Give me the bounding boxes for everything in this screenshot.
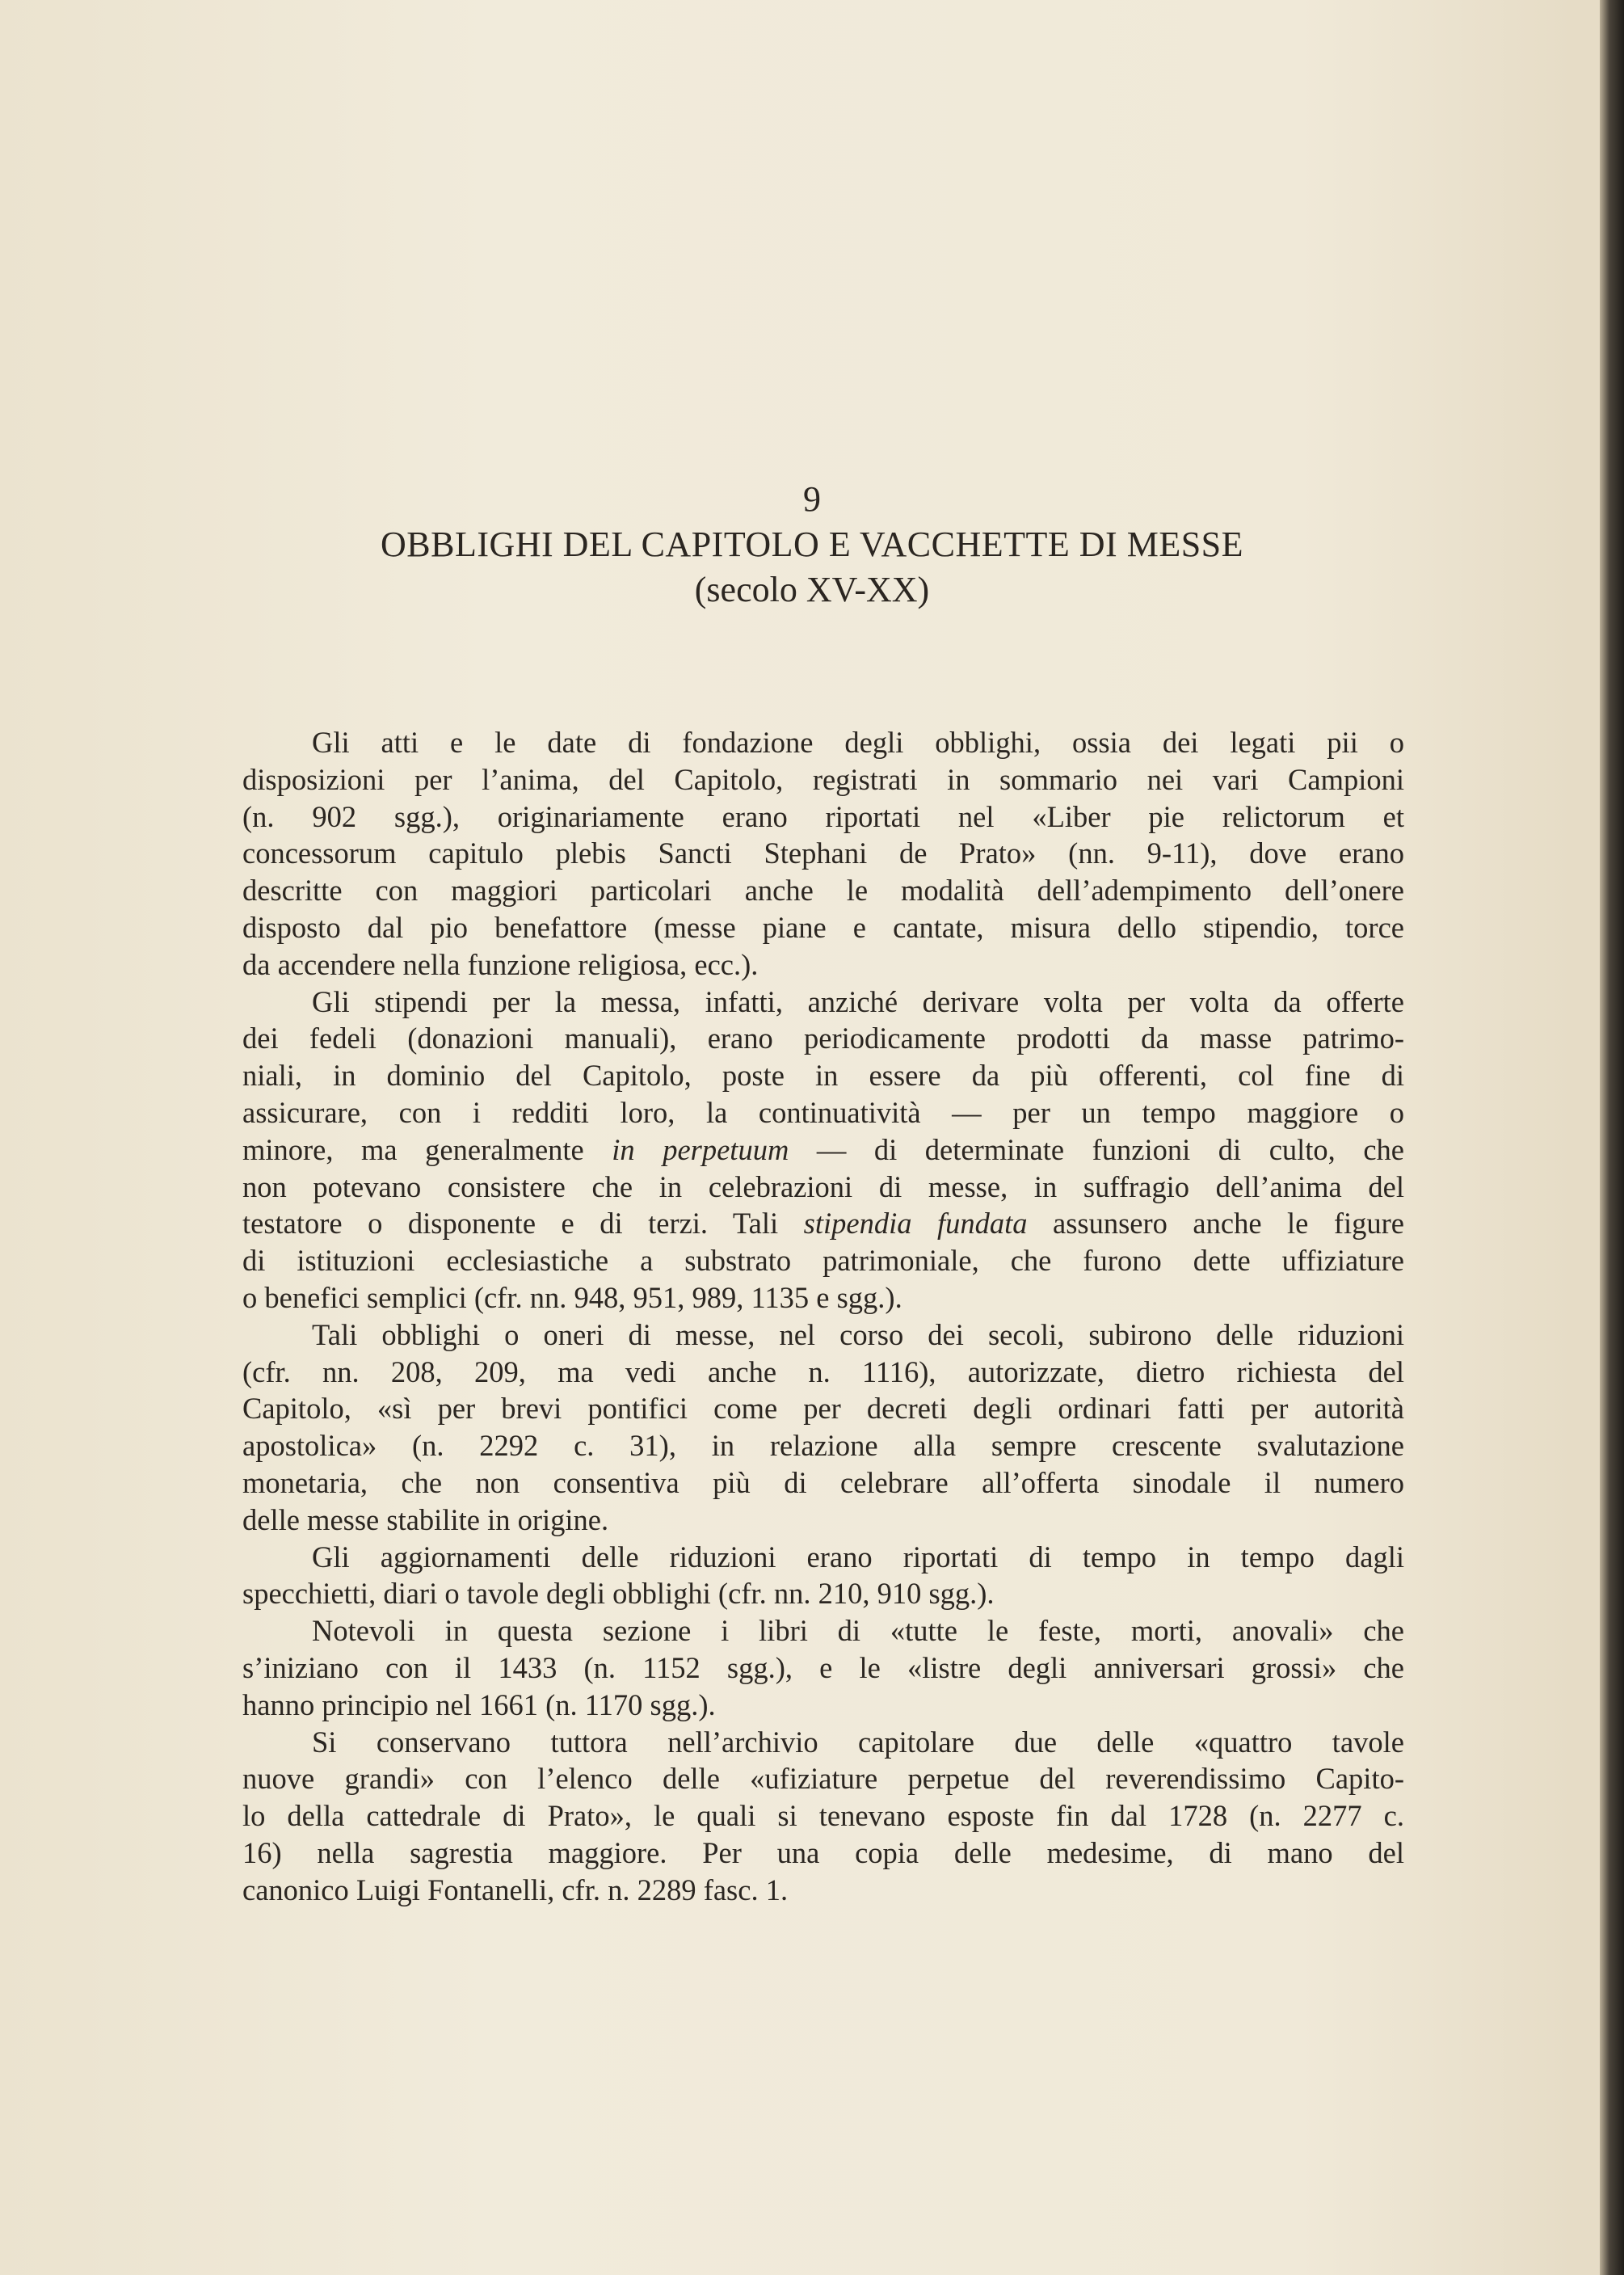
text-line: Gli aggiornamenti delle riduzioni erano riportati di tempo in tempo dagli [312, 1540, 1404, 1574]
text-line: (n. 902 sgg.), originariamente erano riportati nel «Liber pie relictorum et [242, 799, 1404, 833]
text-line: Tali obblighi o oneri di messe, nel corso dei secoli, subirono delle riduzioni [312, 1317, 1404, 1351]
body-text [242, 724, 1404, 1909]
paragraph [242, 724, 1404, 984]
text-line: disposizioni per l’anima, del Capitolo, registrati in sommario nei vari Campioni [242, 762, 1404, 796]
paragraph [242, 984, 1404, 1317]
text-line: disposto dal pio benefattore (messe piane e cantate, misura dello stipendio, torce [242, 910, 1404, 944]
text-segment: assunsero anche le figure [1027, 1207, 1405, 1241]
text-line [242, 1205, 1404, 1242]
text-segment: testatore o disponente e di terzi. Tali [242, 1207, 804, 1241]
text-line: specchietti, diari o tavole degli obblighi (cfr. nn. 210, 910 sgg.). [242, 1577, 995, 1611]
text-segment: — di determinate funzioni di culto, che [789, 1132, 1404, 1166]
text-line: 16) nella sagrestia maggiore. Per una copia delle medesime, di mano del [242, 1835, 1404, 1869]
text-line: monetaria, che non consentiva più di celebrare all’offerta sinodale il numero [242, 1465, 1404, 1499]
text-line: non potevano consistere che in celebrazioni di messe, in suffragio dell’anima del [242, 1169, 1404, 1203]
section-number: 9 [803, 479, 821, 519]
text-line: Notevoli in questa sezione i libri di «tutte le feste, morti, anovali» che [312, 1614, 1404, 1648]
text-line: delle messe stabilite in origine. [242, 1502, 609, 1536]
text-line: Si conservano tuttora nell’archivio capitolare due delle «quattro tavole [312, 1725, 1404, 1759]
text-line: assicurare, con i redditi loro, la continuatività — per un tempo maggiore o [242, 1095, 1404, 1129]
section-title: OBBLIGHI DEL CAPITOLO E VACCHETTE DI MESSE [380, 525, 1244, 564]
paragraph [242, 1612, 1404, 1723]
section-subtitle: (secolo XV-XX) [694, 570, 930, 609]
text-line: niali, in dominio del Capitolo, poste in essere da più offerenti, col fine di [242, 1059, 1404, 1093]
text-line: s’iniziano con il 1433 (n. 1152 sgg.), e le «listre degli anniversari grossi» che [242, 1650, 1404, 1684]
page-edge-shadow [1600, 0, 1624, 2275]
text-line [242, 1131, 1404, 1169]
text-line: di istituzioni ecclesiastiche a substrato patrimoniale, che furono dette uffiziature [242, 1244, 1404, 1278]
text-line: canonico Luigi Fontanelli, cfr. n. 2289 fasc. 1. [242, 1873, 789, 1906]
italic-term: stipendia fundata [803, 1207, 1028, 1241]
text-line: dei fedeli (donazioni manuali), erano periodicamente prodotti da masse patrimo- [242, 1022, 1404, 1055]
text-line: hanno principio nel 1661 (n. 1170 sgg.). [242, 1687, 716, 1721]
paragraph [242, 1539, 1404, 1613]
text-line: Capitolo, «sì per brevi pontifici come per decreti degli ordinari fatti per autorità [242, 1392, 1404, 1426]
italic-term: in perpetuum [612, 1132, 789, 1166]
text-line: apostolica» (n. 2292 c. 31), in relazione alla sempre crescente svalutazione [242, 1429, 1404, 1463]
text-line: o benefici semplici (cfr. nn. 948, 951, 989, 1135 e sgg.). [242, 1280, 902, 1314]
text-line: Gli stipendi per la messa, infatti, anziché derivare volta per volta da offerte [312, 984, 1404, 1018]
text-line: da accendere nella funzione religiosa, ecc.). [242, 947, 759, 981]
text-line: concessorum capitulo plebis Sancti Stephani de Prato» (nn. 9-11), dove erano [242, 836, 1404, 870]
text-line: (cfr. nn. 208, 209, ma vedi anche n. 1116), autorizzate, dietro richiesta del [242, 1354, 1404, 1388]
paragraph [242, 1724, 1404, 1909]
text-line: nuove grandi» con l’elenco delle «ufiziature perpetue del reverendissimo Capito- [242, 1762, 1404, 1796]
text-line: lo della cattedrale di Prato», le quali si tenevano esposte fin dal 1728 (n. 2277 c. [242, 1799, 1404, 1833]
text-line: Gli atti e le date di fondazione degli obblighi, ossia dei legati pii o [312, 726, 1404, 759]
text-line: descritte con maggiori particolari anche le modalità dell’adempimento dell’onere [242, 874, 1404, 908]
text-segment: minore, ma generalmente [242, 1132, 612, 1166]
paragraph [242, 1317, 1404, 1539]
